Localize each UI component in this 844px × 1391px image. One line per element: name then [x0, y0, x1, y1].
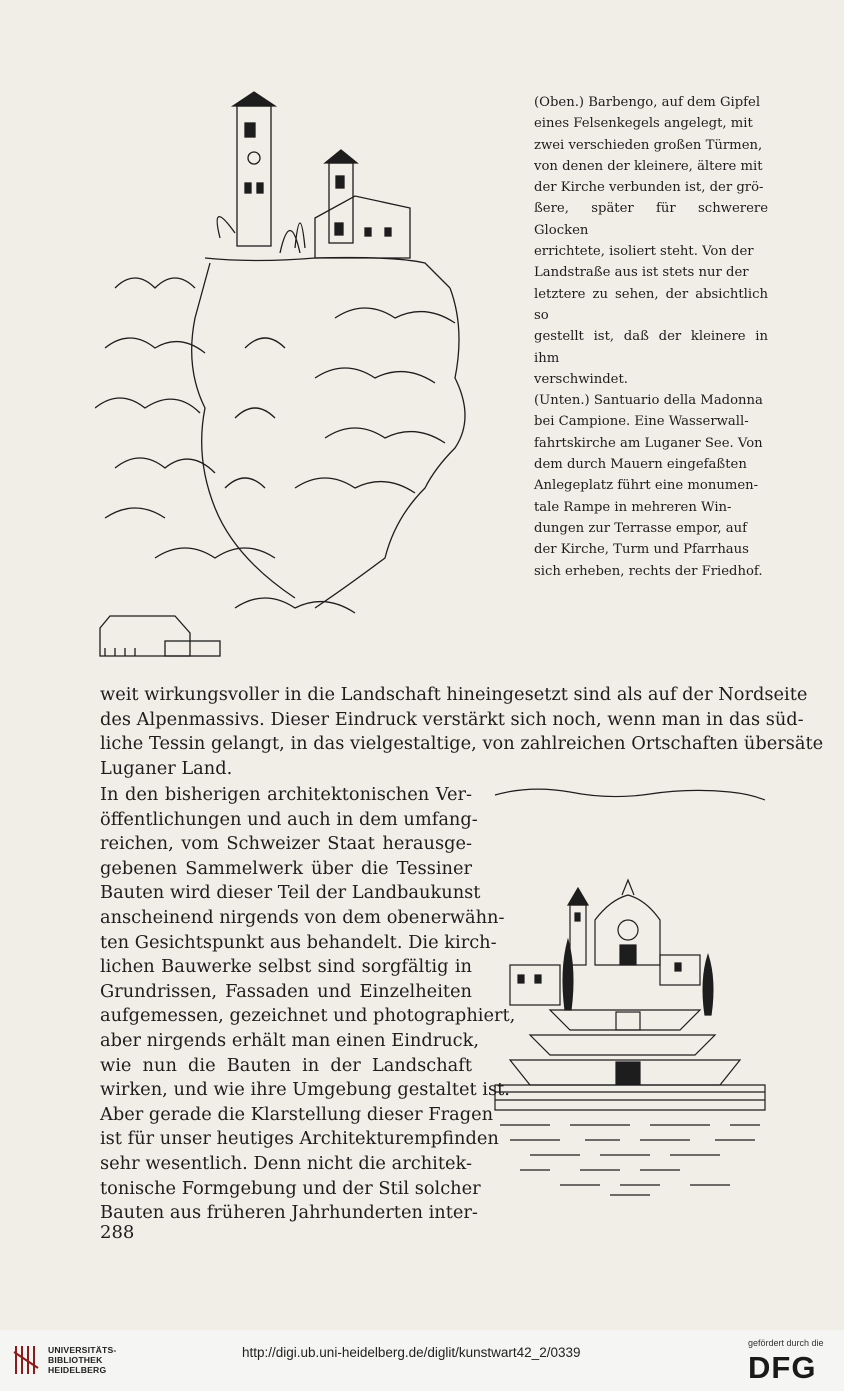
- body-line: gebenen Sammelwerk über die Tessiner: [100, 857, 472, 879]
- footer-bar: [0, 1330, 844, 1391]
- body-line: reichen, vom Schweizer Staat herausge-: [100, 833, 472, 855]
- caption-line: fahrtskirche am Luganer See. Von: [534, 435, 763, 451]
- caption-line: dungen zur Terrasse empor, auf: [534, 520, 748, 536]
- body-line: wie nun die Bauten in der Landschaft: [100, 1054, 472, 1076]
- illustration-caption: [534, 92, 768, 582]
- caption-line: zwei verschieden großen Türmen,: [534, 137, 763, 153]
- caption-line: eines Felsenkegels angelegt, mit: [534, 116, 753, 132]
- caption-line: letztere zu sehen, der absichtlich so: [534, 286, 768, 323]
- funded-by-label: gefördert durch die: [748, 1338, 824, 1348]
- body-line: öffentlichungen und auch in dem umfang-: [100, 808, 478, 830]
- library-name: [48, 1345, 117, 1375]
- caption-line: ßere, später für schwerere Glocken: [534, 201, 768, 238]
- caption-line: errichtete, isoliert steht. Von der: [534, 244, 754, 260]
- body-line: tonische Formgebung und der Stil solcher: [100, 1177, 481, 1199]
- body-line: Luganer Land.: [100, 757, 233, 779]
- barbengo-illustration: [95, 88, 515, 668]
- library-line: HEIDELBERG: [48, 1365, 107, 1375]
- caption-line: (Unten.) Santuario della Madonna: [534, 393, 763, 409]
- caption-line: der Kirche, Turm und Pfarrhaus: [534, 542, 749, 558]
- body-line: weit wirkungsvoller in die Landschaft hineingesetzt sind als auf der Nordseite: [100, 684, 808, 705]
- body-line: aber nirgends erhält man einen Eindruck,: [100, 1029, 480, 1051]
- caption-line: Landstraße aus ist stets nur der: [534, 265, 749, 281]
- caption-line: Anlegeplatz führt eine monumen-: [534, 478, 759, 494]
- caption-line: verschwindet.: [534, 371, 628, 387]
- body-line: Grundrissen, Fassaden und Einzelheiten: [100, 980, 472, 1002]
- body-paragraph-full: [100, 683, 824, 781]
- body-line: lichen Bauwerke selbst sind sorgfältig in: [100, 956, 472, 978]
- body-line: liche Tessin gelangt, in das vielgestaltige, von zahlreichen Ortschaften übersäte: [100, 733, 824, 755]
- page-number: 288: [100, 1222, 135, 1243]
- body-line: Bauten wird dieser Teil der Landbaukunst: [100, 882, 481, 904]
- university-logo-icon: [12, 1342, 42, 1378]
- caption-line: (Oben.) Barbengo, auf dem Gipfel: [534, 95, 761, 110]
- dfg-logo: DFG: [748, 1350, 817, 1385]
- caption-line: der Kirche verbunden ist, der grö-: [534, 180, 764, 196]
- body-line: Bauten aus früheren Jahrhunderten inter-: [100, 1202, 478, 1224]
- body-line: des Alpenmassivs. Dieser Eindruck verstärkt sich noch, wenn man in das süd-: [100, 708, 804, 730]
- body-line: sehr wesentlich. Denn nicht die architek-: [100, 1152, 472, 1174]
- body-line: ten Gesichtspunkt aus behandelt. Die kirch-: [100, 931, 497, 953]
- santuario-illustration: [490, 780, 770, 1210]
- body-line: Aber gerade die Klarstellung dieser Fragen: [100, 1103, 494, 1125]
- body-paragraph-column: [100, 783, 516, 1226]
- caption-line: von denen der kleinere, ältere mit: [534, 158, 763, 174]
- body-line: ist für unser heutiges Architekturempfinden: [100, 1128, 499, 1150]
- body-line: In den bisherigen architektonischen Ver-: [100, 784, 472, 805]
- caption-line: tale Rampe in mehreren Win-: [534, 499, 732, 515]
- body-line: anscheinend nirgends von dem obenerwähn-: [100, 906, 505, 928]
- body-line: wirken, und wie ihre Umgebung gestaltet ist.: [100, 1079, 510, 1101]
- body-line: aufgemessen, gezeichnet und photographiert,: [100, 1005, 516, 1027]
- caption-line: sich erheben, rechts der Friedhof.: [534, 563, 763, 579]
- caption-line: dem durch Mauern eingefaßten: [534, 457, 747, 473]
- library-line: UNIVERSITÄTS-: [48, 1345, 117, 1355]
- library-line: BIBLIOTHEK: [48, 1355, 103, 1365]
- caption-line: gestellt ist, daß der kleinere in ihm: [534, 329, 768, 366]
- source-url-link[interactable]: http://digi.ub.uni-heidelberg.de/diglit/kunstwart42_2/0339: [242, 1345, 581, 1360]
- caption-line: bei Campione. Eine Wasserwall-: [534, 414, 749, 430]
